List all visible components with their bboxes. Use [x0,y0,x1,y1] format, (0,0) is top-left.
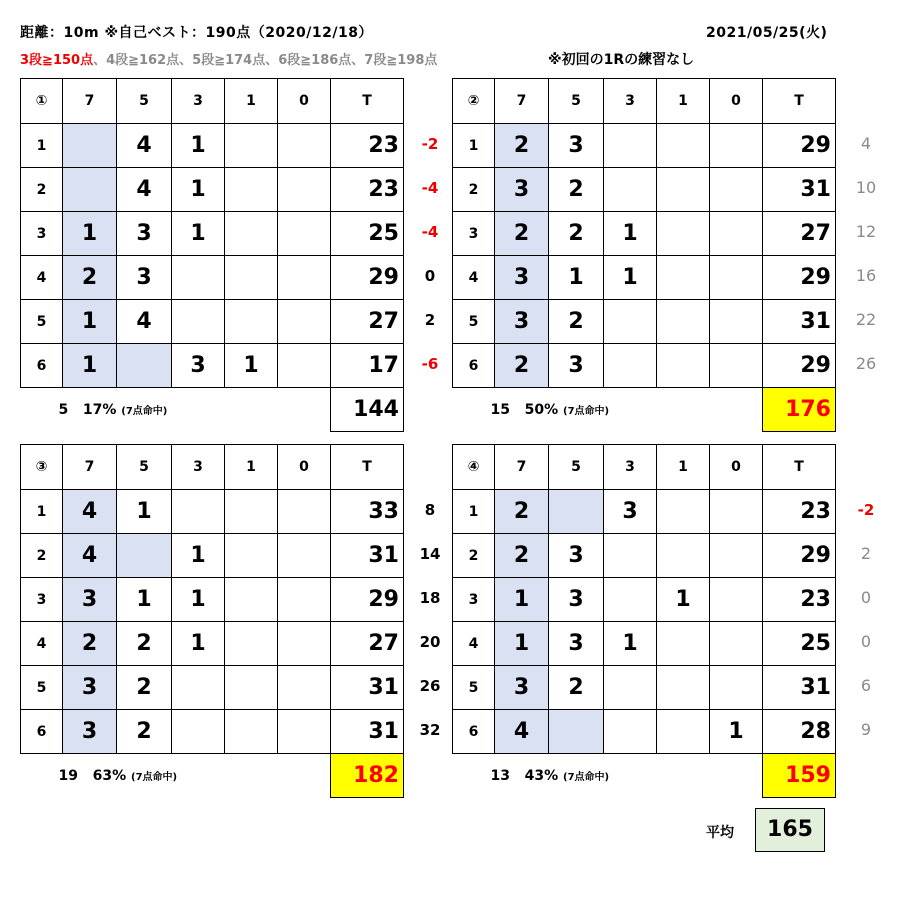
table-row [21,490,404,534]
score-cell [657,212,710,256]
score-cell [604,666,657,710]
table-row [21,168,404,212]
column-header: 0 [278,445,331,490]
round-total: 27 [331,622,404,666]
score-cell [278,666,331,710]
average-value: 165 [755,808,825,852]
table-row [453,534,836,578]
side-value: 8 [424,501,436,519]
score-cell: 1 [495,622,549,666]
side-value: -4 [421,223,439,241]
side-value: -2 [857,501,875,519]
score-cell [604,534,657,578]
score-cell [710,534,763,578]
score-cell [604,124,657,168]
table-id: ④ [453,445,495,490]
hit-label: (7点命中) [121,405,168,417]
hit-label: (7点命中) [563,405,610,417]
table-row [21,256,404,300]
score-cell: 2 [117,710,172,754]
hit-summary [21,754,278,798]
round-total: 29 [763,534,836,578]
score-cell [278,490,331,534]
table-row [453,212,836,256]
score-cell: 3 [604,490,657,534]
table-row [453,622,836,666]
score-cell [657,534,710,578]
score-cell: 2 [495,534,549,578]
table-row [453,578,836,622]
column-header: 0 [710,445,763,490]
score-cell [225,710,278,754]
score-cell: 4 [63,490,117,534]
score-cell [657,490,710,534]
score-cell [63,124,117,168]
hit-percent: 43% [524,767,559,784]
final-score: 176 [763,388,836,432]
score-cell: 4 [117,168,172,212]
score-cell [710,168,763,212]
score-cell: 3 [495,300,549,344]
score-cell [225,300,278,344]
hit-count: 13 [490,767,510,784]
score-cell [278,124,331,168]
table-id: ② [453,79,495,124]
round-number: 6 [21,710,63,754]
column-header: T [331,79,404,124]
round-number: 2 [453,168,495,212]
summary-row [453,388,836,432]
round-total: 28 [763,710,836,754]
round-number: 5 [21,666,63,710]
round-number: 5 [453,666,495,710]
table-id: ③ [21,445,63,490]
score-cell [710,578,763,622]
score-cell [604,168,657,212]
score-cell [657,710,710,754]
score-cell [278,212,331,256]
score-cell [657,622,710,666]
score-cell [117,534,172,578]
round-total: 27 [763,212,836,256]
round-number: 2 [21,168,63,212]
table-row [453,710,836,754]
score-cell [225,490,278,534]
table-row [21,534,404,578]
side-value: 26 [419,677,441,695]
round-total: 33 [331,490,404,534]
hit-count: 19 [58,767,78,784]
score-cell [117,344,172,388]
score-cell [278,344,331,388]
score-cell: 1 [63,300,117,344]
table-row [21,300,404,344]
column-header: T [763,445,836,490]
score-cell: 1 [710,710,763,754]
score-cell: 3 [495,168,549,212]
column-header: 5 [117,445,172,490]
round-total: 23 [763,578,836,622]
score-cell: 1 [172,212,225,256]
score-cell [710,256,763,300]
spacer-cell [278,754,331,798]
grade-threshold-3dan: 3段≧150点 [20,53,94,68]
spacer-cell [710,754,763,798]
score-cell [225,124,278,168]
round-number: 4 [453,622,495,666]
score-cell: 2 [117,622,172,666]
score-cell: 1 [657,578,710,622]
round-number: 4 [453,256,495,300]
score-cell [278,256,331,300]
round-total: 29 [763,256,836,300]
score-cell [278,622,331,666]
hit-summary [453,388,710,432]
score-cell: 1 [172,168,225,212]
round-total: 31 [763,300,836,344]
score-cell: 3 [117,212,172,256]
round-total: 25 [331,212,404,256]
score-cell: 4 [63,534,117,578]
average-label: 平均 [706,825,734,841]
side-value: 6 [860,676,872,695]
round-total: 31 [331,710,404,754]
round-total: 25 [763,622,836,666]
score-cell: 1 [604,622,657,666]
round-number: 1 [453,124,495,168]
table-row [453,344,836,388]
score-cell [63,168,117,212]
score-cell: 4 [117,124,172,168]
table-row [453,490,836,534]
score-cell [710,490,763,534]
table-row [21,622,404,666]
round-number: 4 [21,256,63,300]
score-cell: 2 [63,622,117,666]
table-header-row [21,79,404,124]
session-info: 距離：10m ※自己ベスト：190点（2020/12/18） [20,25,373,41]
table-row [453,666,836,710]
score-cell: 1 [172,124,225,168]
round-total: 23 [331,124,404,168]
score-cell [657,256,710,300]
side-value: -2 [421,135,439,153]
hit-label: (7点命中) [131,771,178,783]
score-table-4 [452,444,836,798]
score-cell [225,256,278,300]
side-value: -4 [421,179,439,197]
score-cell [172,490,225,534]
score-cell: 4 [117,300,172,344]
table-row [453,124,836,168]
table-row [453,168,836,212]
score-cell [710,666,763,710]
score-cell: 3 [549,534,604,578]
score-cell: 3 [63,710,117,754]
spacer-cell [710,388,763,432]
column-header: 0 [710,79,763,124]
score-cell [549,710,604,754]
column-header: 3 [172,79,225,124]
score-cell: 4 [495,710,549,754]
summary-row [453,754,836,798]
side-value: -6 [421,355,439,373]
side-value: 4 [860,134,872,153]
hit-percent: 17% [82,401,117,418]
final-score: 144 [331,388,404,432]
score-cell: 1 [495,578,549,622]
column-header: 7 [63,445,117,490]
side-value: 2 [860,544,872,563]
score-cell: 1 [604,212,657,256]
column-header: 1 [657,445,710,490]
side-value: 32 [419,721,441,739]
table-row [453,300,836,344]
score-cell: 3 [549,124,604,168]
column-header: T [331,445,404,490]
score-cell [278,578,331,622]
side-value: 10 [855,178,877,197]
score-cell: 2 [495,344,549,388]
score-cell [225,168,278,212]
score-cell [278,534,331,578]
score-cell [710,124,763,168]
round-total: 31 [763,168,836,212]
score-cell: 2 [495,124,549,168]
column-header: 5 [549,79,604,124]
score-cell: 1 [63,344,117,388]
score-cell: 2 [63,256,117,300]
score-cell: 2 [549,666,604,710]
score-cell [225,622,278,666]
hit-count: 5 [58,401,69,418]
round-total: 31 [331,666,404,710]
table-row [21,344,404,388]
round-total: 29 [331,578,404,622]
column-header: 3 [172,445,225,490]
spacer-cell [278,388,331,432]
score-cell: 1 [604,256,657,300]
score-cell: 1 [117,490,172,534]
score-cell [278,300,331,344]
hit-label: (7点命中) [563,771,610,783]
score-table-2 [452,78,836,432]
final-score: 159 [763,754,836,798]
column-header: 5 [117,79,172,124]
column-header: 3 [604,445,657,490]
table-row [21,666,404,710]
round-number: 6 [453,344,495,388]
session-note: ※初回の1Rの練習なし [548,52,695,68]
score-cell [657,124,710,168]
column-header: 5 [549,445,604,490]
score-cell: 3 [549,578,604,622]
hit-count: 15 [490,401,510,418]
round-total: 31 [763,666,836,710]
grade-threshold-others: 、4段≧162点、5段≧174点、6段≧186点、7段≧198点 [93,53,438,68]
score-cell [549,490,604,534]
side-value: 22 [855,310,877,329]
score-table-3 [20,444,404,798]
column-header: 1 [657,79,710,124]
round-total: 29 [763,124,836,168]
table-row [21,578,404,622]
grade-thresholds [20,49,437,68]
side-value: 12 [855,222,877,241]
score-cell [604,300,657,344]
round-number: 5 [21,300,63,344]
round-number: 6 [21,344,63,388]
score-cell [710,300,763,344]
table-row [21,124,404,168]
score-cell [225,212,278,256]
score-cell [657,168,710,212]
round-number: 6 [453,710,495,754]
round-number: 3 [453,212,495,256]
score-cell: 3 [495,666,549,710]
round-number: 2 [453,534,495,578]
side-value: 18 [419,589,441,607]
score-cell [604,344,657,388]
score-cell: 3 [63,578,117,622]
score-cell [225,534,278,578]
score-cell: 1 [63,212,117,256]
score-table-1 [20,78,404,432]
score-cell [710,212,763,256]
column-header: 7 [495,79,549,124]
round-number: 2 [21,534,63,578]
round-number: 1 [21,490,63,534]
round-number: 5 [453,300,495,344]
column-header: 7 [495,445,549,490]
score-cell: 2 [117,666,172,710]
score-cell: 1 [172,534,225,578]
summary-row [21,754,404,798]
session-date: 2021/05/25(火) [706,25,828,41]
score-cell [172,710,225,754]
final-score: 182 [331,754,404,798]
side-value: 14 [419,545,441,563]
score-cell: 3 [117,256,172,300]
side-value: 26 [855,354,877,373]
round-number: 3 [21,578,63,622]
score-cell [172,300,225,344]
side-value: 0 [860,632,872,651]
side-value: 16 [855,266,877,285]
score-cell [278,710,331,754]
table-id: ① [21,79,63,124]
hit-summary [21,388,278,432]
column-header: T [763,79,836,124]
round-total: 23 [763,490,836,534]
hit-summary [453,754,710,798]
round-total: 23 [331,168,404,212]
score-cell [172,666,225,710]
table-row [21,212,404,256]
side-value: 20 [419,633,441,651]
table-header-row [453,79,836,124]
round-number: 1 [453,490,495,534]
round-number: 1 [21,124,63,168]
score-cell [225,578,278,622]
score-cell: 3 [63,666,117,710]
score-cell [172,256,225,300]
score-cell [657,300,710,344]
score-cell: 1 [225,344,278,388]
score-cell [710,622,763,666]
hit-percent: 50% [524,401,559,418]
hit-percent: 63% [92,767,127,784]
score-cell [657,666,710,710]
column-header: 7 [63,79,117,124]
round-total: 29 [331,256,404,300]
score-cell: 1 [549,256,604,300]
column-header: 1 [225,445,278,490]
side-value: 9 [860,720,872,739]
score-cell: 2 [549,300,604,344]
round-total: 29 [763,344,836,388]
score-cell: 1 [172,622,225,666]
score-cell [278,168,331,212]
score-cell [225,666,278,710]
round-number: 3 [21,212,63,256]
side-value: 2 [424,311,436,329]
column-header: 1 [225,79,278,124]
score-cell: 3 [172,344,225,388]
score-cell: 1 [117,578,172,622]
table-row [21,710,404,754]
score-cell: 2 [549,212,604,256]
score-cell: 2 [495,212,549,256]
score-cell: 2 [495,490,549,534]
score-cell: 2 [549,168,604,212]
summary-row [21,388,404,432]
score-cell: 3 [495,256,549,300]
score-cell [604,578,657,622]
round-total: 27 [331,300,404,344]
round-total: 17 [331,344,404,388]
table-header-row [21,445,404,490]
table-row [453,256,836,300]
column-header: 0 [278,79,331,124]
score-cell: 3 [549,622,604,666]
round-number: 4 [21,622,63,666]
round-total: 31 [331,534,404,578]
score-cell [710,344,763,388]
side-value: 0 [860,588,872,607]
column-header: 3 [604,79,657,124]
score-cell [604,710,657,754]
table-header-row [453,445,836,490]
score-cell: 1 [172,578,225,622]
score-cell: 3 [549,344,604,388]
round-number: 3 [453,578,495,622]
side-value: 0 [424,267,436,285]
score-cell [657,344,710,388]
